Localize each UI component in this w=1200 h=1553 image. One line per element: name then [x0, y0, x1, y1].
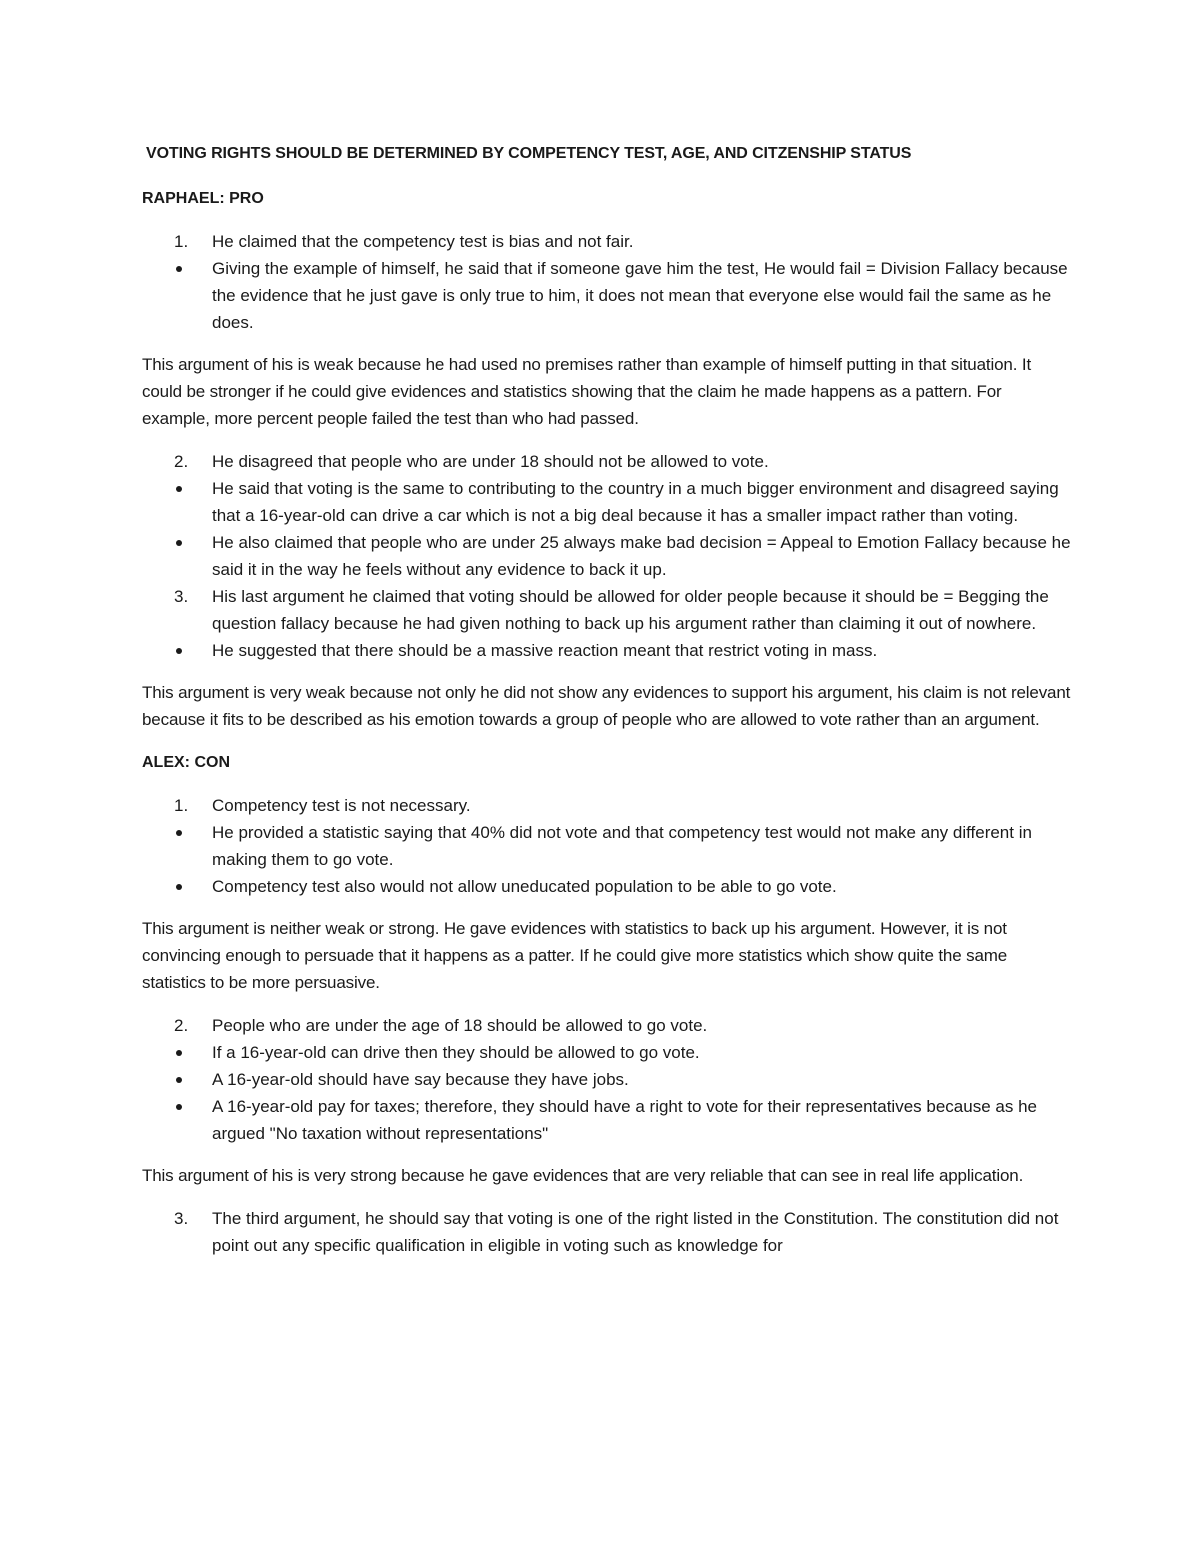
list-item: [142, 819, 1072, 873]
list-item-text: The third argument, he should say that voting is one of the right listed in the Constitution. The constitution did not point out any specific qualification in eligible in voting such as knowledge for: [212, 1209, 1059, 1255]
list-item: [142, 448, 1072, 475]
document-title: VOTING RIGHTS SHOULD BE DETERMINED BY COMPETENCY TEST, AGE, AND CITZENSHIP STATUS: [146, 145, 912, 162]
list-item-text: Competency test is not necessary.: [212, 796, 471, 815]
list-number: 3.: [174, 587, 189, 606]
bullet-icon: [176, 1077, 182, 1083]
alex-argument-list-3: [142, 1205, 1072, 1259]
section-heading-alex: ALEX: CON: [142, 754, 230, 771]
list-item-text: Competency test also would not allow uneducated population to be able to go vote.: [212, 877, 837, 896]
raphael-analysis-paragraph-1: This argument of his is weak because he had used no premises rather than example of himself putting in that situation. It could be stronger if he could give evidences and statistics showing that the claim he made happens as a pattern. For example, more percent people failed the test than who had passed.: [142, 355, 1032, 428]
list-number: 2.: [174, 452, 189, 471]
bullet-icon: [176, 1104, 182, 1110]
list-number: 3.: [174, 1209, 189, 1228]
list-item: [142, 637, 1072, 664]
raphael-analysis-paragraph-2: This argument is very weak because not only he did not show any evidences to support his argument, his claim is not relevant because it fits to be described as his emotion towards a group of people who are allowed to vote rather than an argument.: [142, 683, 1071, 729]
list-number: 1.: [174, 232, 189, 251]
list-item-text: A 16-year-old pay for taxes; therefore, they should have a right to vote for their representatives because as he argued "No taxation without representations": [212, 1097, 1037, 1143]
bullet-icon: [176, 266, 182, 272]
raphael-argument-list-1: [142, 228, 1072, 336]
bullet-icon: [176, 486, 182, 492]
alex-analysis-paragraph-1: This argument is neither weak or strong. He gave evidences with statistics to back up his argument. However, it is not convincing enough to persuade that it happens as a patter. If he could give more statistics which show quite the same statistics to be more persuasive.: [142, 919, 1008, 992]
list-item: [142, 475, 1072, 529]
list-item: [142, 1093, 1072, 1147]
list-item: [142, 1205, 1072, 1259]
alex-analysis-paragraph-2: This argument of his is very strong because he gave evidences that are very reliable that can see in real life application.: [142, 1166, 1024, 1185]
list-number: 1.: [174, 796, 189, 815]
list-item: [142, 529, 1072, 583]
list-item-text: His last argument he claimed that voting should be allowed for older people because it should be = Begging the question fallacy because he had given nothing to back up his argument rather than claiming it out of nowhere.: [212, 587, 1049, 633]
list-item-text: He disagreed that people who are under 18 should not be allowed to vote.: [212, 452, 769, 471]
raphael-argument-list-2: [142, 448, 1072, 664]
list-item: [142, 873, 1072, 900]
list-item: [142, 1039, 1072, 1066]
list-item-text: He claimed that the competency test is bias and not fair.: [212, 232, 634, 251]
document-body: [142, 140, 1072, 1274]
list-item: [142, 228, 1072, 255]
list-item: [142, 1012, 1072, 1039]
alex-argument-list-1: [142, 792, 1072, 900]
bullet-icon: [176, 1050, 182, 1056]
list-item-text: Giving the example of himself, he said that if someone gave him the test, He would fail = Division Fallacy because the evidence that he just gave is only true to him, it does not mean that everyone else would fail the same as he does.: [212, 259, 1068, 332]
section-heading-raphael: RAPHAEL: PRO: [142, 190, 264, 207]
list-number: 2.: [174, 1016, 189, 1035]
list-item: [142, 792, 1072, 819]
bullet-icon: [176, 884, 182, 890]
list-item-text: People who are under the age of 18 should be allowed to go vote.: [212, 1016, 708, 1035]
list-item: [142, 583, 1072, 637]
list-item: [142, 255, 1072, 336]
bullet-icon: [176, 830, 182, 836]
list-item: [142, 1066, 1072, 1093]
list-item-text: A 16-year-old should have say because they have jobs.: [212, 1070, 629, 1089]
alex-argument-list-2: [142, 1012, 1072, 1147]
list-item-text: He also claimed that people who are under 25 always make bad decision = Appeal to Emotion Fallacy because he said it in the way he feels without any evidence to back it up.: [212, 533, 1071, 579]
list-item-text: He provided a statistic saying that 40% did not vote and that competency test would not make any different in making them to go vote.: [212, 823, 1032, 869]
bullet-icon: [176, 648, 182, 654]
list-item-text: If a 16-year-old can drive then they should be allowed to go vote.: [212, 1043, 700, 1062]
bullet-icon: [176, 540, 182, 546]
list-item-text: He said that voting is the same to contributing to the country in a much bigger environment and disagreed saying that a 16-year-old can drive a car which is not a big deal because it has a smaller impact rather than voting.: [212, 479, 1059, 525]
list-item-text: He suggested that there should be a massive reaction meant that restrict voting in mass.: [212, 641, 878, 660]
